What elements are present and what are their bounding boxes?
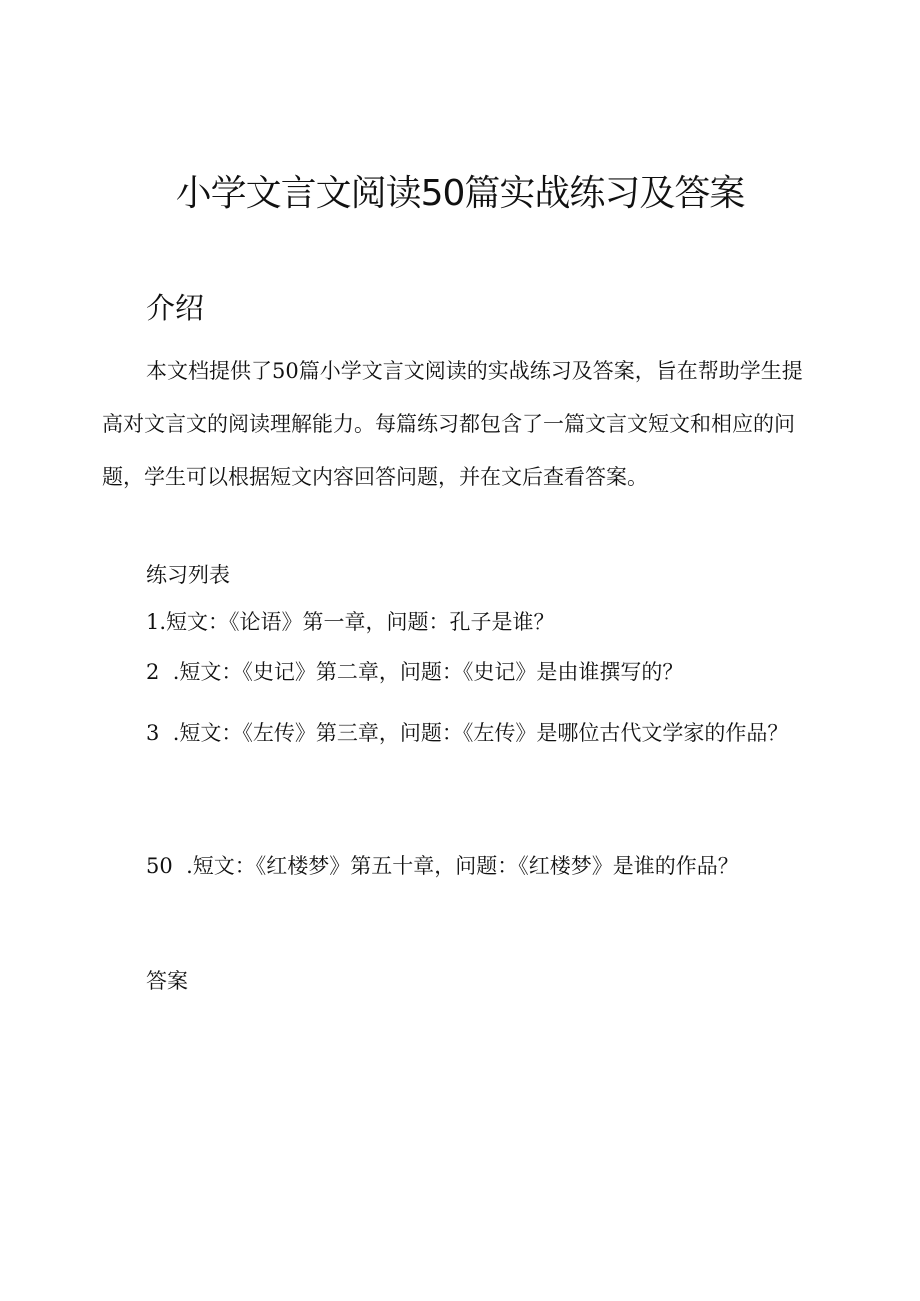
answers-label: 答案 bbox=[146, 969, 188, 993]
exercise-list-label: 练习列表 bbox=[146, 563, 230, 587]
exercise-text: 短文：《左传》第三章，问题：《左传》是哪位古代文学家的作品？ bbox=[179, 721, 789, 745]
exercise-text: 短文：《红楼梦》第五十章，问题：《红楼梦》是谁的作品？ bbox=[192, 854, 739, 878]
exercise-text: 短文：《论语》第一章，问题：孔子是谁？ bbox=[166, 610, 555, 634]
document-title: 小学文言文阅读50篇实战练习及答案 bbox=[175, 173, 745, 214]
exercise-number: 2 . bbox=[146, 660, 180, 684]
intro-paragraph: 本文档提供了50篇小学文言文阅读的实战练习及答案，旨在帮助学生提高对文言文的阅读理解能力。每篇练习都包含了一篇文言文短文和相应的问题，学生可以根据短文内容回答问题，并在文后查看答案。 bbox=[102, 359, 803, 489]
exercise-item bbox=[146, 851, 739, 881]
exercise-item bbox=[102, 707, 818, 759]
intro-heading: 介绍 bbox=[146, 291, 205, 325]
exercise-number: 1. bbox=[146, 610, 167, 634]
exercise-item bbox=[146, 607, 555, 637]
exercise-number: 3 . bbox=[146, 721, 180, 745]
exercise-text: 短文：《史记》第二章，问题：《史记》是由谁撰写的？ bbox=[179, 660, 684, 684]
exercise-item bbox=[146, 657, 683, 687]
exercise-number: 50 . bbox=[146, 854, 193, 878]
